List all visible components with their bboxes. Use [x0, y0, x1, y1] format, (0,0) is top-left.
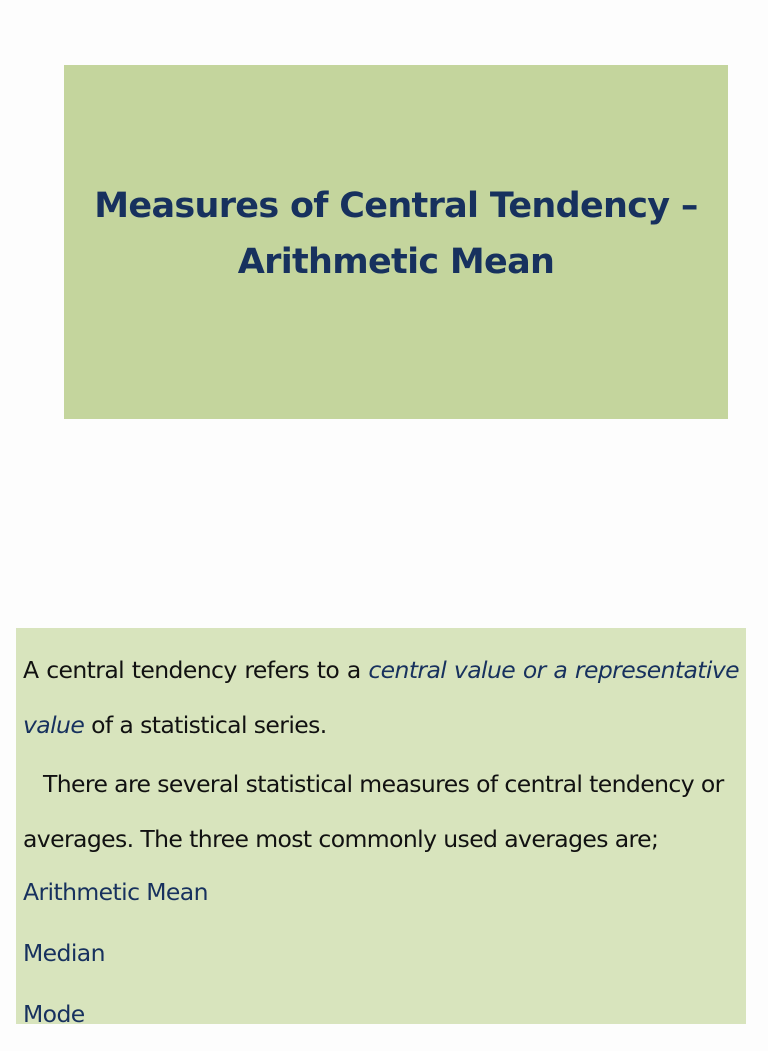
definition-text-end: of a statistical series. — [84, 711, 327, 739]
average-item-arithmetic-mean: Arithmetic Mean — [23, 878, 208, 906]
content-slide — [16, 628, 746, 1028]
definition-emphasis: central value or a representative value — [23, 656, 739, 739]
slide-title — [94, 178, 697, 290]
definition-text-start: A central tendency refers to a — [23, 656, 369, 684]
slide-title-line-2: Arithmetic Mean — [237, 242, 555, 282]
average-item-median: Median — [23, 939, 105, 967]
title-slide — [64, 65, 728, 419]
averages-intro-paragraph: There are several statistical measures of central tendency or averages. The three most commonly used averages are; — [23, 770, 724, 853]
slide-title-line-1: Measures of Central Tendency – — [94, 186, 698, 226]
average-item-mode: Mode — [23, 1000, 85, 1028]
definition-paragraph — [23, 643, 739, 753]
